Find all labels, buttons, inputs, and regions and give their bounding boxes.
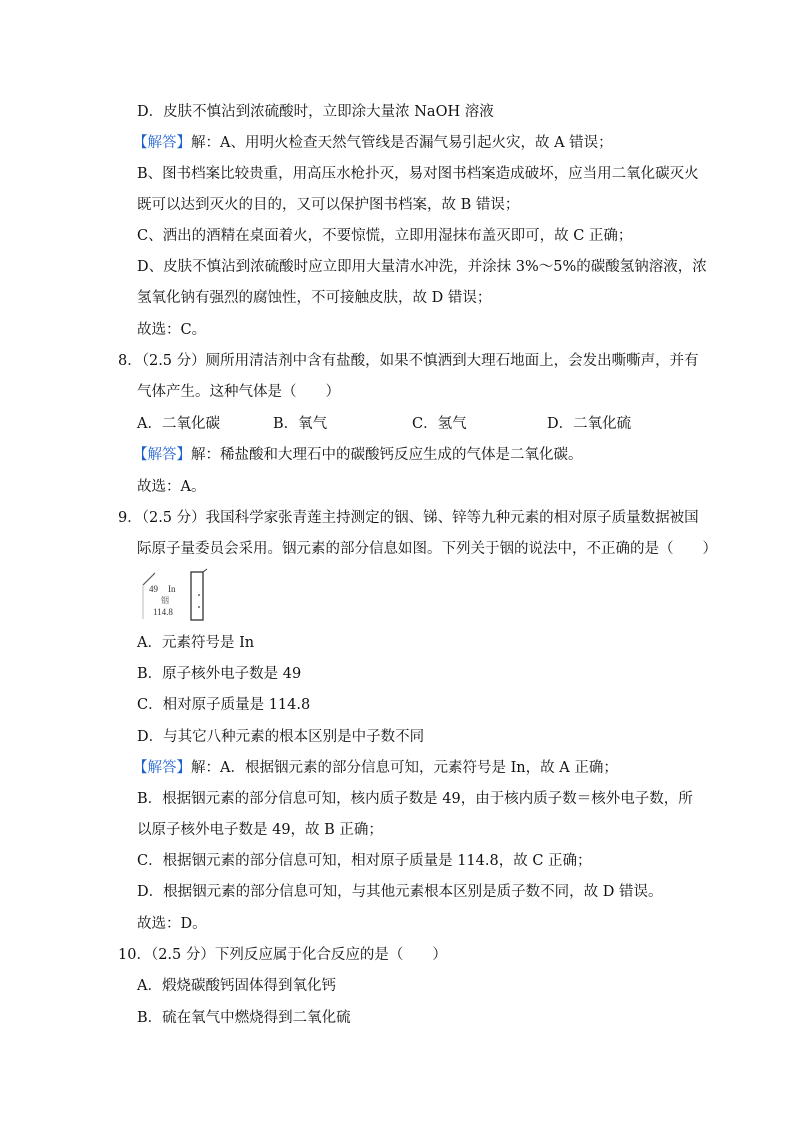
q10-stem-line-1: 10．（2.5 分）下列反应属于化合反应的是（ ） [118, 947, 447, 963]
q8-stem-line-1: 8．（2.5 分）厕所用清洁剂中含有盐酸，如果不慎洒到大理石地面上，会发出嘶嘶声，并有 [118, 353, 699, 369]
element-symbol: In [168, 584, 176, 594]
q7-answer-line-2: B、图书档案比较贵重，用高压水枪扑灭，易对图书档案造成破坏，应当用二氧化碳灭火 [137, 166, 699, 182]
q7-answer-line-4: C、洒出的酒精在桌面着火，不要惊慌，立即用湿抹布盖灭即可，故 C 正确； [137, 228, 633, 244]
indium-element-card [141, 567, 209, 623]
card-side-panel [191, 572, 203, 620]
q9-option-c: C．相对原子质量是 114.8 [137, 697, 311, 713]
q7-answer-line-1: 【解答】解：A、用明火检查天然气管线是否漏气易引起火灾，故 A 错误； [133, 135, 613, 151]
answer-tag: 【解答】 [133, 447, 191, 463]
q9-option-b: B．原子核外电子数是 49 [137, 666, 302, 682]
q9-answer-line-3: 以原子核外电子数是 49，故 B 正确； [137, 822, 383, 838]
q8-option-a: A．二氧化碳 [137, 416, 220, 432]
q9-answer-line-5: D．根据铟元素的部分信息可知，与其他元素根本区别是质子数不同，故 D 错误。 [137, 884, 663, 900]
answer-tag: 【解答】 [133, 135, 191, 151]
q7-option-d: D．皮肤不慎沾到浓硫酸时，立即涂大量浓 NaOH 溶液 [137, 104, 494, 120]
q9-answer-line-2: B．根据铟元素的部分信息可知，核内质子数是 49，由于核内质子数＝核外电子数，所 [137, 791, 693, 807]
element-name: 铟 [161, 596, 169, 605]
q9-stem-line-2: 际原子量委员会采用。铟元素的部分信息如图。下列关于铟的说法中，不正确的是（ ） [137, 541, 717, 557]
q8-choice: 故选：A。 [137, 479, 206, 495]
q10-option-b: B．硫在氧气中燃烧得到二氧化硫 [137, 1010, 351, 1026]
q9-answer-line-4: C．根据铟元素的部分信息可知，相对原子质量是 114.8，故 C 正确； [137, 853, 592, 869]
q8-stem-line-2: 气体产生。这种气体是（ ） [137, 384, 340, 400]
answer-tag: 【解答】 [133, 760, 191, 776]
card-dot [198, 594, 200, 596]
q7-answer-line-6: 氢氧化钠有强烈的腐蚀性，不可接触皮肤，故 D 错误； [137, 290, 492, 306]
q9-option-a: A．元素符号是 In [137, 635, 255, 651]
q7-answer-line-5: D、皮肤不慎沾到浓硫酸时应立即用大量清水冲洗，并涂抹 3%～5%的碳酸氢钠溶液，浓 [137, 259, 707, 275]
q8-option-d: D．二氧化硫 [547, 416, 632, 432]
card-edge-line [203, 569, 207, 572]
q9-answer-line-1: 【解答】解：A．根据铟元素的部分信息可知，元素符号是 In，故 A 正确； [133, 760, 618, 776]
q9-stem-line-1: 9．（2.5 分）我国科学家张青莲主持测定的铟、锑、锌等九种元素的相对原子质量数据被国 [118, 510, 699, 526]
card-dot [198, 606, 200, 608]
q8-option-c: C．氢气 [412, 416, 467, 432]
atomic-number: 49 [149, 584, 158, 594]
q8-answer-line-1: 【解答】解：稀盐酸和大理石中的碳酸钙反应生成的气体是二氧化碳。 [133, 447, 583, 463]
q10-option-a: A．煅烧碳酸钙固体得到氧化钙 [137, 978, 336, 994]
q7-choice: 故选：C。 [137, 322, 207, 338]
q8-option-b: B．氧气 [273, 416, 328, 432]
q7-answer-line-3: 既可以达到灭火的目的，又可以保护图书档案，故 B 错误； [137, 197, 520, 213]
q9-option-d: D．与其它八种元素的根本区别是中子数不同 [137, 729, 425, 745]
atomic-mass: 114.8 [153, 607, 173, 617]
q9-choice: 故选：D。 [137, 916, 207, 932]
